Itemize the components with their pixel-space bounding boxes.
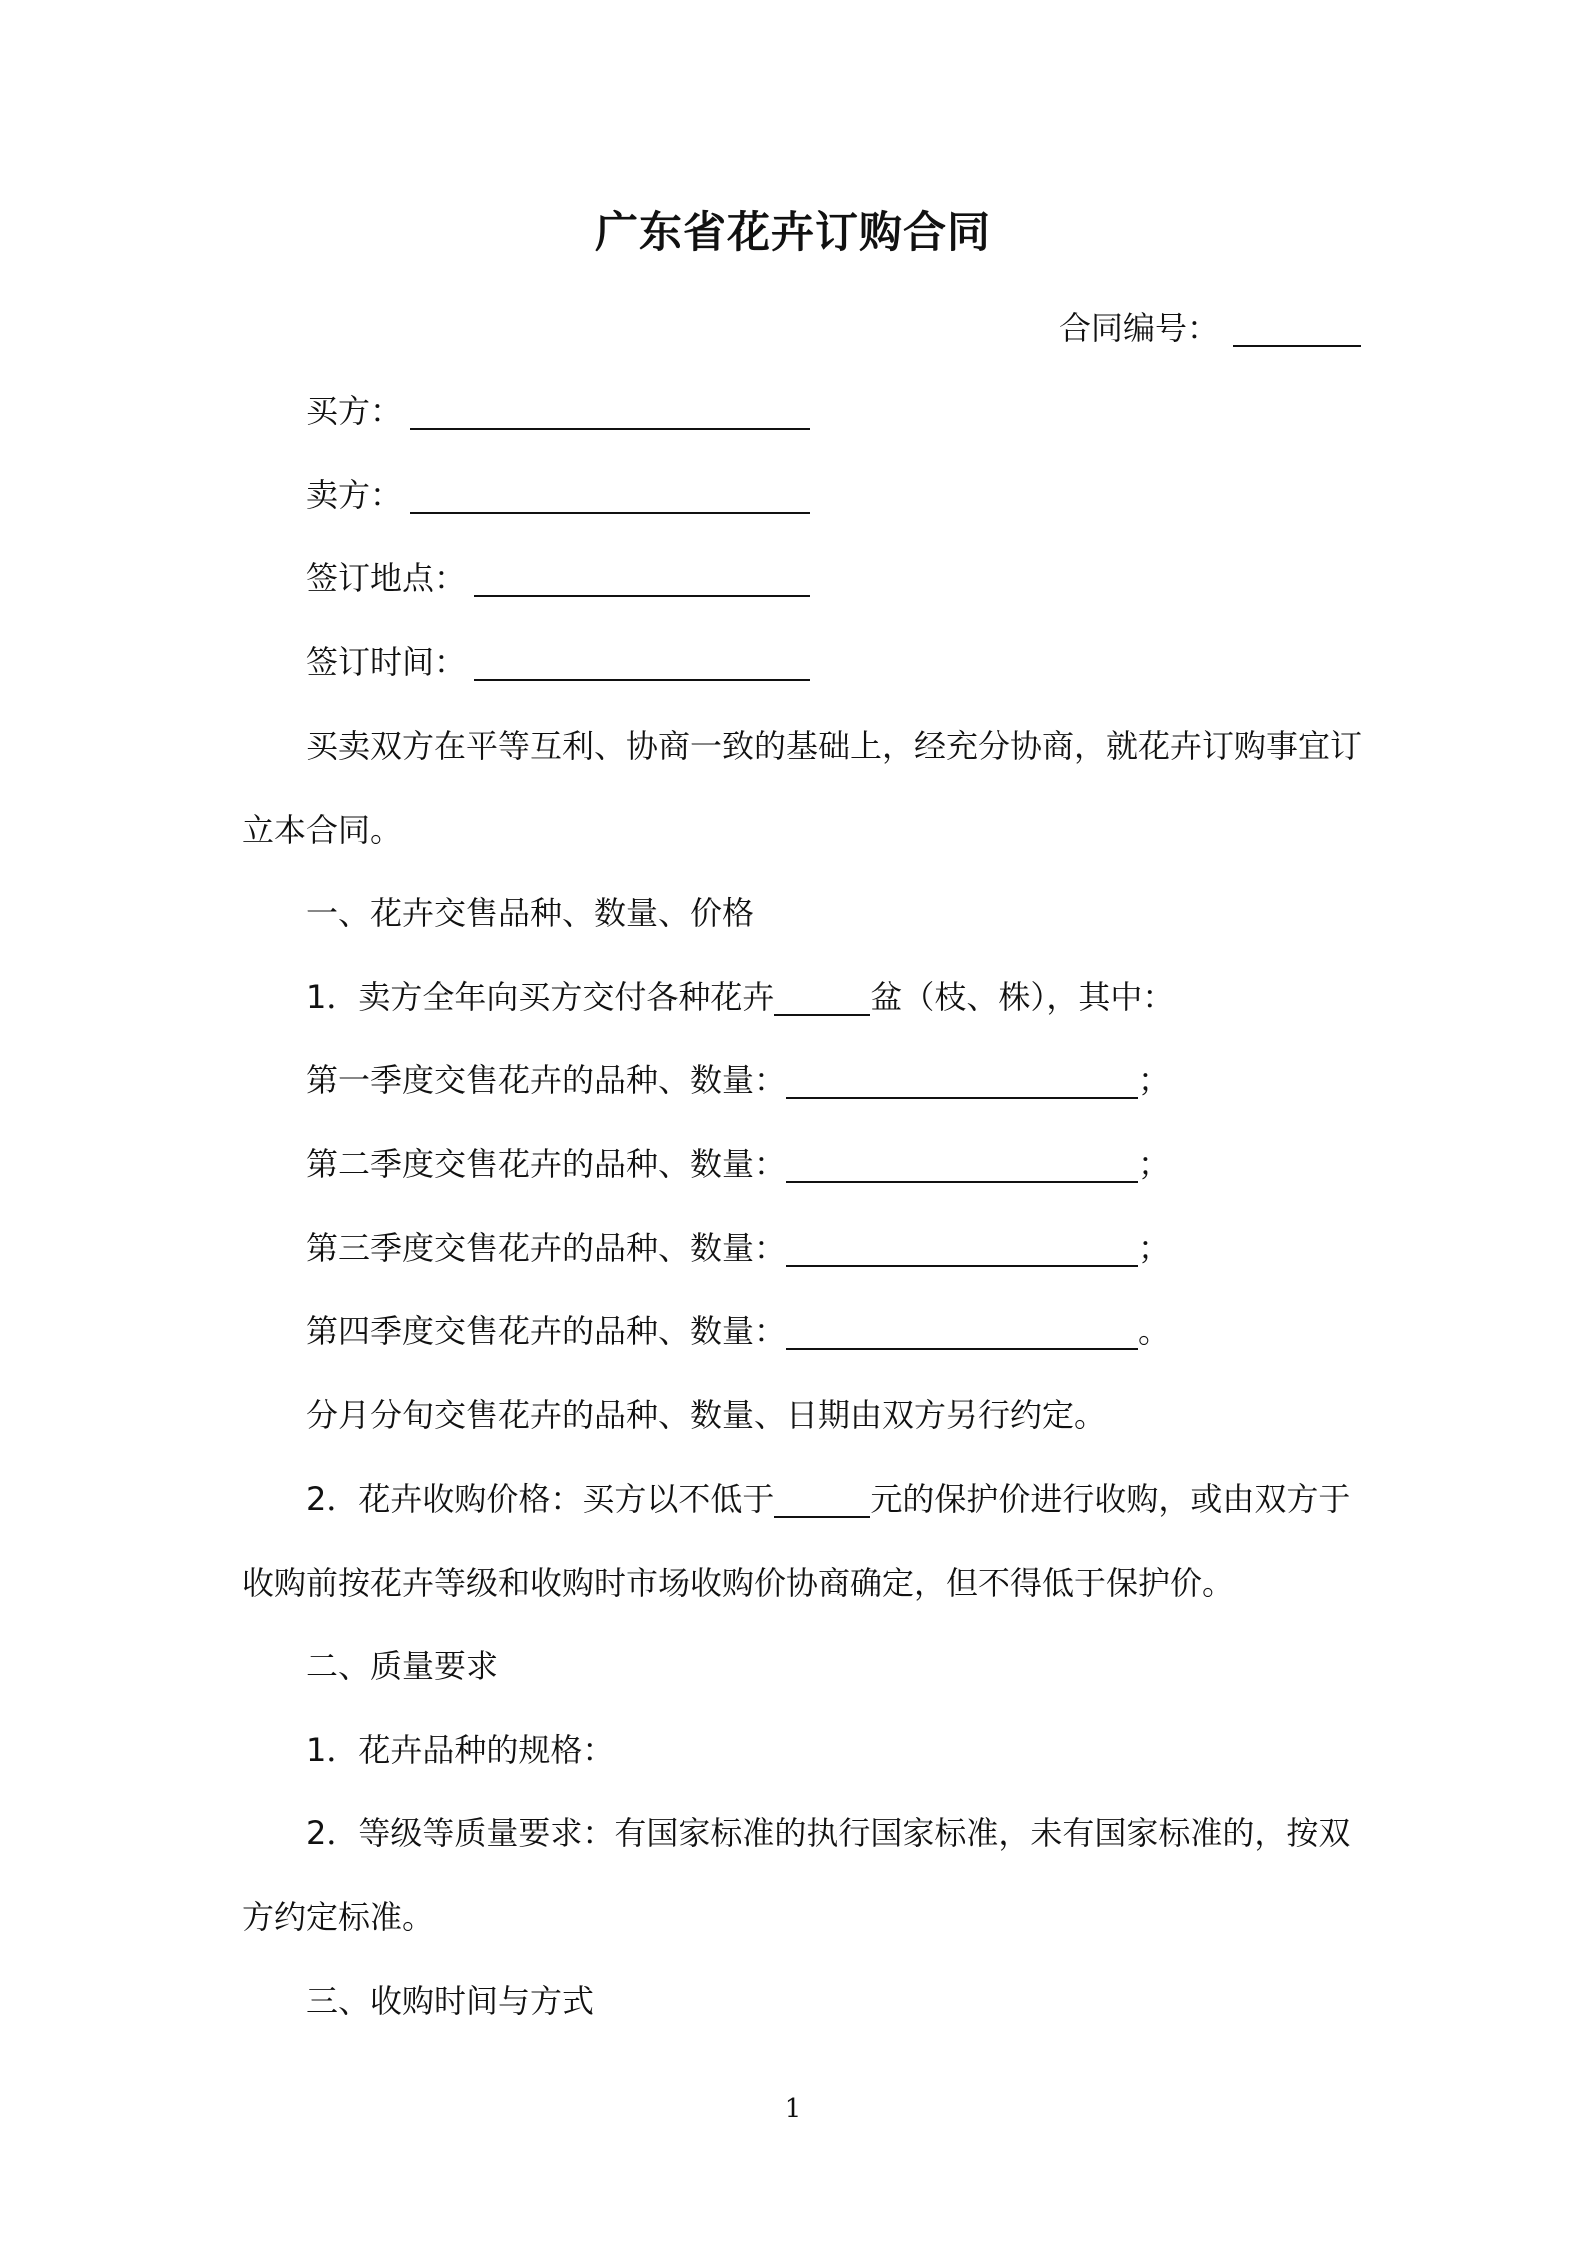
section-2-heading: 二、质量要求 [306,1647,499,1685]
signing-time-row [306,640,810,684]
contract-number-row [1059,306,1361,350]
item-1-quantity-blank[interactable] [774,978,870,1016]
signing-place-label: 签订地点： [306,559,467,597]
q3-row [306,1226,1170,1270]
signing-place-row [306,556,810,600]
q1-row [306,1058,1170,1102]
section-3-heading: 三、收购时间与方式 [306,1982,595,2020]
quality-item-1: 1．花卉品种的规格： [306,1731,615,1769]
q4-row [306,1309,1170,1353]
section-1-heading: 一、花卉交售品种、数量、价格 [306,894,755,932]
buyer-label: 买方： [306,392,403,430]
item-2-row [306,1477,1350,1521]
q3-blank[interactable] [786,1229,1138,1267]
preamble-line-2: 立本合同。 [242,811,403,849]
q2-blank[interactable] [786,1145,1138,1183]
item-2-price-blank[interactable] [774,1480,870,1518]
preamble-line-1: 买卖双方在平等互利、协商一致的基础上，经充分协商，就花卉订购事宜订 [306,727,1363,765]
quality-item-2-line-2: 方约定标准。 [242,1898,435,1936]
q4-blank[interactable] [786,1312,1138,1350]
page-number: 1 [784,2094,802,2124]
item-1-suffix: 盆（枝、株），其中： [870,978,1175,1016]
signing-time-blank[interactable] [474,643,810,681]
q2-label: 第二季度交售花卉的品种、数量： [306,1145,787,1183]
q2-row [306,1142,1170,1186]
seller-row [306,473,810,517]
q1-label: 第一季度交售花卉的品种、数量： [306,1061,787,1099]
q1-end: ； [1138,1061,1171,1099]
item-2-suffix: 元的保护价进行收购，或由双方于 [870,1480,1351,1518]
quality-item-2-line-1: 2．等级等质量要求：有国家标准的执行国家标准，未有国家标准的，按双 [306,1814,1351,1852]
q2-end: ； [1138,1145,1171,1183]
signing-place-blank[interactable] [474,559,810,597]
q3-label: 第三季度交售花卉的品种、数量： [306,1229,787,1267]
buyer-row [306,389,810,433]
seller-blank[interactable] [410,476,810,514]
monthly-note: 分月分旬交售花卉的品种、数量、日期由双方另行约定。 [306,1396,1107,1434]
q1-blank[interactable] [786,1061,1138,1099]
q4-end: 。 [1138,1312,1171,1350]
item-2-prefix: 2．花卉收购价格：买方以不低于 [306,1480,775,1518]
contract-number-label: 合同编号： [1059,309,1220,347]
document-title: 广东省花卉订购合同 [595,208,991,258]
buyer-blank[interactable] [410,392,810,430]
seller-label: 卖方： [306,476,403,514]
contract-number-blank[interactable] [1233,309,1361,347]
q4-label: 第四季度交售花卉的品种、数量： [306,1312,787,1350]
signing-time-label: 签订时间： [306,643,467,681]
q3-end: ； [1138,1229,1171,1267]
item-1-row [306,975,1174,1019]
item-2-continuation: 收购前按花卉等级和收购时市场收购价协商确定，但不得低于保护价。 [242,1564,1235,1602]
item-1-prefix: 1．卖方全年向买方交付各种花卉 [306,978,775,1016]
